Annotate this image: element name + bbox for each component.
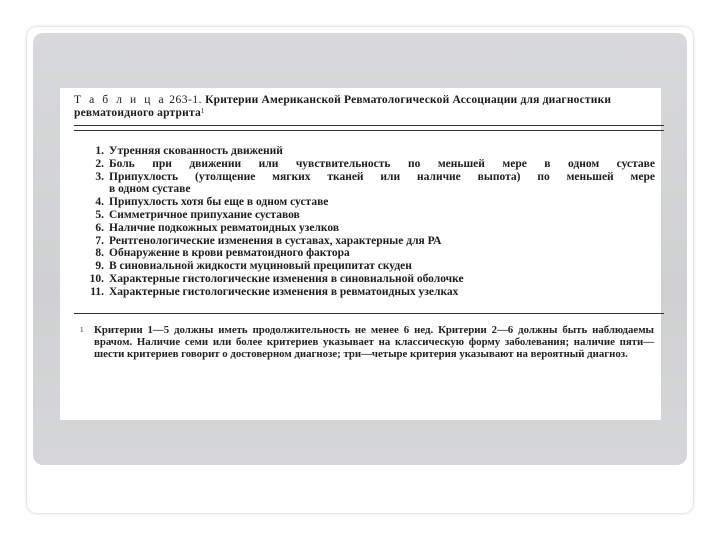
title-footnote-mark: 1 <box>200 107 205 115</box>
item-number: 8. <box>95 247 104 260</box>
item-text: Обнаружение в крови ревматоидного фактора <box>109 247 350 260</box>
item-number: 4. <box>95 196 104 209</box>
item-text: в одном суставе <box>109 183 191 196</box>
item-number: 2. <box>95 157 104 170</box>
list-item <box>82 222 655 235</box>
scanned-table-document <box>60 88 661 420</box>
criteria-list <box>82 145 655 299</box>
list-item <box>82 158 655 171</box>
item-text: Припухлость хотя бы еще в одном суставе <box>109 196 329 209</box>
list-item <box>82 247 655 260</box>
footnote-divider <box>74 313 664 314</box>
item-number: 6. <box>95 221 104 234</box>
top-double-rule <box>74 125 664 131</box>
item-text: В синовиальной жидкости муциновый преципитат скуден <box>109 260 412 273</box>
list-item <box>82 171 655 184</box>
list-item <box>82 260 655 273</box>
item-text: Наличие подкожных ревматоидных узелков <box>109 221 340 234</box>
list-item <box>82 196 655 209</box>
footnote-mark: 1 <box>80 325 84 334</box>
item-text: Утренняя скованность движений <box>109 145 283 157</box>
item-number: 3. <box>95 170 104 183</box>
list-item-continuation <box>82 183 655 196</box>
item-text: Характерные гистологические изменения в синовиальной оболочке <box>109 272 464 285</box>
item-number <box>82 183 109 196</box>
item-number: 7. <box>95 234 104 247</box>
list-item <box>82 209 655 222</box>
footnote-text: Критерии 1—5 должны иметь продолжительность не менее 6 нед. Критерии 2—6 должны быть наблюдаемы врачом. Наличие семи или более критериев указывает на классическую форму заболевания; наличие пяти—шести критериев говорит о достоверном диагнозе; три—четыре критерия указывают на вероятный диагноз. <box>94 323 654 361</box>
item-text: Рентгенологические изменения в суставах, характерные для РА <box>109 234 442 247</box>
table-label: Т а б л и ц а <box>74 94 167 106</box>
list-item <box>82 286 655 299</box>
item-number: 10. <box>89 272 104 285</box>
item-number: 11. <box>90 285 104 298</box>
table-title-text: Критерии Американской Ревматологической Ассоциации для диагностики ревматоидного артрита <box>74 94 612 119</box>
list-item <box>82 145 655 158</box>
table-title <box>74 94 655 120</box>
item-text: Припухлость (утолщение мягких тканей или наличие выпота) по меньшей мере <box>109 170 655 183</box>
list-item <box>82 235 655 248</box>
item-number: 1. <box>95 145 104 157</box>
item-text: Характерные гистологические изменения в ревматоидных узелках <box>109 285 459 298</box>
item-number: 5. <box>95 208 104 221</box>
table-footnote <box>80 324 655 361</box>
item-number: 9. <box>95 260 104 273</box>
item-text: Симметричное припухание суставов <box>109 208 300 221</box>
item-text: Боль при движении или чувствительность по меньшей мере в одном суставе <box>109 157 655 170</box>
list-item <box>82 273 655 286</box>
table-number: 263-1. <box>169 94 202 106</box>
